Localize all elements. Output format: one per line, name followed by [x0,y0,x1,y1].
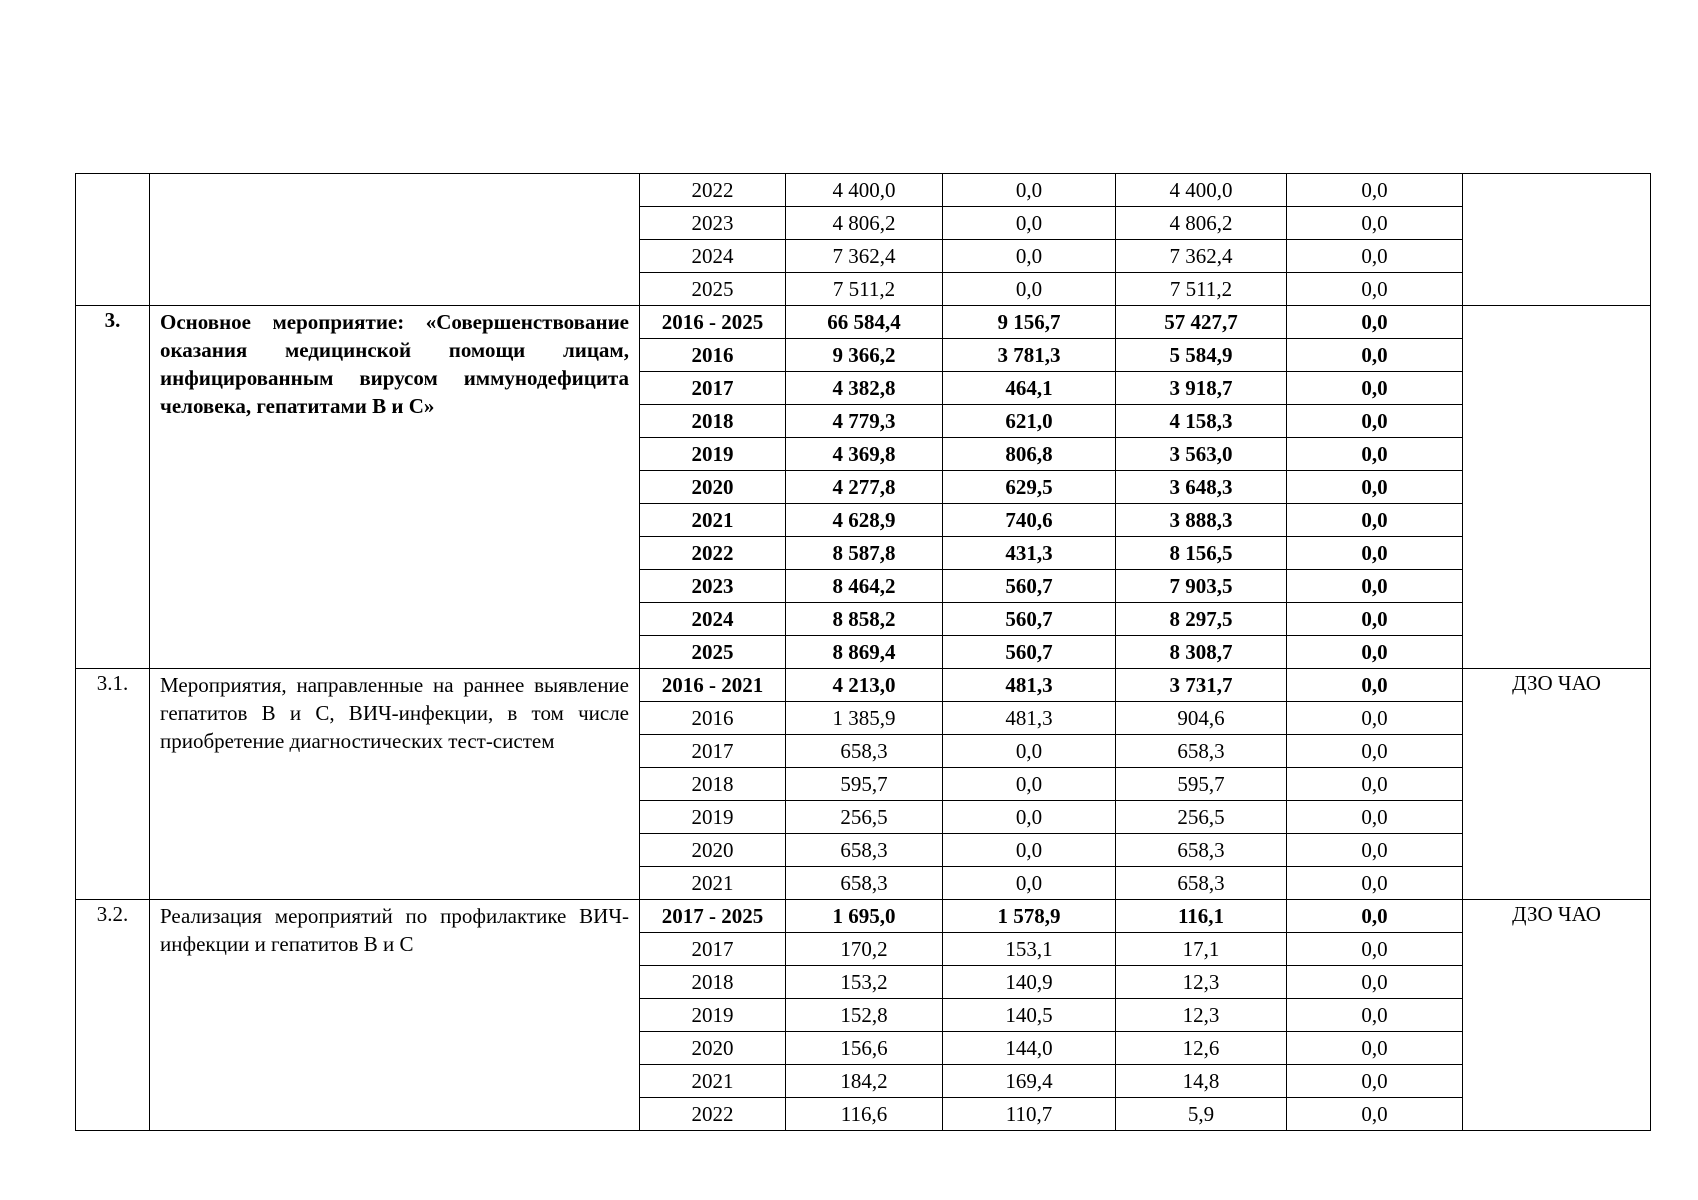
year-cell: 2025 [640,273,786,306]
regional-budget-cell: 5 584,9 [1116,339,1287,372]
federal-budget-cell: 481,3 [943,669,1116,702]
federal-budget-cell: 560,7 [943,603,1116,636]
federal-budget-cell: 110,7 [943,1098,1116,1131]
federal-budget-cell: 464,1 [943,372,1116,405]
federal-budget-cell: 0,0 [943,867,1116,900]
total-cell: 1 385,9 [786,702,943,735]
total-cell: 7 511,2 [786,273,943,306]
regional-budget-cell: 8 156,5 [1116,537,1287,570]
federal-budget-cell: 740,6 [943,504,1116,537]
total-cell: 4 382,8 [786,372,943,405]
row-number-cell: 3. [76,306,150,669]
federal-budget-cell: 3 781,3 [943,339,1116,372]
other-sources-cell: 0,0 [1287,834,1463,867]
other-sources-cell: 0,0 [1287,801,1463,834]
regional-budget-cell: 4 158,3 [1116,405,1287,438]
year-cell: 2021 [640,1065,786,1098]
year-cell: 2023 [640,570,786,603]
other-sources-cell: 0,0 [1287,306,1463,339]
year-cell: 2022 [640,174,786,207]
year-cell: 2016 [640,339,786,372]
regional-budget-cell: 3 731,7 [1116,669,1287,702]
total-cell: 8 464,2 [786,570,943,603]
year-cell: 2020 [640,1032,786,1065]
other-sources-cell: 0,0 [1287,570,1463,603]
other-sources-cell: 0,0 [1287,438,1463,471]
federal-budget-cell: 481,3 [943,702,1116,735]
regional-budget-cell: 7 511,2 [1116,273,1287,306]
other-sources-cell: 0,0 [1287,207,1463,240]
regional-budget-cell: 8 308,7 [1116,636,1287,669]
year-cell: 2016 - 2021 [640,669,786,702]
federal-budget-cell: 629,5 [943,471,1116,504]
total-cell: 4 400,0 [786,174,943,207]
regional-budget-cell: 658,3 [1116,834,1287,867]
regional-budget-cell: 658,3 [1116,867,1287,900]
regional-budget-cell: 17,1 [1116,933,1287,966]
federal-budget-cell: 560,7 [943,570,1116,603]
total-cell: 170,2 [786,933,943,966]
year-cell: 2020 [640,471,786,504]
federal-budget-cell: 806,8 [943,438,1116,471]
table-row [76,306,1651,339]
regional-budget-cell: 256,5 [1116,801,1287,834]
regional-budget-cell: 3 918,7 [1116,372,1287,405]
year-cell: 2023 [640,207,786,240]
other-sources-cell: 0,0 [1287,669,1463,702]
total-cell: 658,3 [786,867,943,900]
federal-budget-cell: 0,0 [943,801,1116,834]
other-sources-cell: 0,0 [1287,537,1463,570]
year-cell: 2020 [640,834,786,867]
federal-budget-cell: 0,0 [943,174,1116,207]
other-sources-cell: 0,0 [1287,603,1463,636]
total-cell: 1 695,0 [786,900,943,933]
other-sources-cell: 0,0 [1287,240,1463,273]
other-sources-cell: 0,0 [1287,636,1463,669]
other-sources-cell: 0,0 [1287,471,1463,504]
total-cell: 4 779,3 [786,405,943,438]
federal-budget-cell: 140,5 [943,999,1116,1032]
other-sources-cell: 0,0 [1287,174,1463,207]
other-sources-cell: 0,0 [1287,900,1463,933]
federal-budget-cell: 153,1 [943,933,1116,966]
regional-budget-cell: 14,8 [1116,1065,1287,1098]
federal-budget-cell: 621,0 [943,405,1116,438]
federal-budget-cell: 0,0 [943,207,1116,240]
budget-table [75,173,1651,1131]
other-sources-cell: 0,0 [1287,933,1463,966]
other-sources-cell: 0,0 [1287,735,1463,768]
other-sources-cell: 0,0 [1287,966,1463,999]
regional-budget-cell: 4 806,2 [1116,207,1287,240]
total-cell: 152,8 [786,999,943,1032]
federal-budget-cell: 0,0 [943,240,1116,273]
other-sources-cell: 0,0 [1287,339,1463,372]
federal-budget-cell: 0,0 [943,834,1116,867]
regional-budget-cell: 4 400,0 [1116,174,1287,207]
row-number-cell: 3.1. [76,669,150,900]
year-cell: 2022 [640,1098,786,1131]
total-cell: 4 628,9 [786,504,943,537]
row-number-cell [76,174,150,306]
activity-name-cell: Основное мероприятие: «Совершенствование оказания медицинской помощи лицам, инфицированным вирусом иммунодефицита человека, гепатитами В и С» [150,306,640,669]
year-cell: 2018 [640,405,786,438]
total-cell: 66 584,4 [786,306,943,339]
total-cell: 256,5 [786,801,943,834]
year-cell: 2021 [640,867,786,900]
total-cell: 116,6 [786,1098,943,1131]
other-sources-cell: 0,0 [1287,1065,1463,1098]
total-cell: 184,2 [786,1065,943,1098]
total-cell: 658,3 [786,834,943,867]
regional-budget-cell: 8 297,5 [1116,603,1287,636]
regional-budget-cell: 12,3 [1116,966,1287,999]
year-cell: 2017 [640,735,786,768]
federal-budget-cell: 9 156,7 [943,306,1116,339]
responsible-cell [1463,174,1651,306]
regional-budget-cell: 3 648,3 [1116,471,1287,504]
federal-budget-cell: 140,9 [943,966,1116,999]
responsible-cell: ДЗО ЧАО [1463,669,1651,900]
other-sources-cell: 0,0 [1287,768,1463,801]
regional-budget-cell: 595,7 [1116,768,1287,801]
federal-budget-cell: 0,0 [943,273,1116,306]
table-row [76,900,1651,933]
total-cell: 8 858,2 [786,603,943,636]
federal-budget-cell: 560,7 [943,636,1116,669]
year-cell: 2021 [640,504,786,537]
other-sources-cell: 0,0 [1287,504,1463,537]
year-cell: 2019 [640,801,786,834]
activity-name-cell: Мероприятия, направленные на раннее выявление гепатитов В и С, ВИЧ-инфекции, в том числе приобретение диагностических тест-систем [150,669,640,900]
regional-budget-cell: 3 563,0 [1116,438,1287,471]
activity-name-cell [150,174,640,306]
other-sources-cell: 0,0 [1287,702,1463,735]
year-cell: 2016 [640,702,786,735]
federal-budget-cell: 431,3 [943,537,1116,570]
federal-budget-cell: 0,0 [943,768,1116,801]
responsible-cell [1463,306,1651,669]
federal-budget-cell: 144,0 [943,1032,1116,1065]
other-sources-cell: 0,0 [1287,867,1463,900]
activity-name-cell: Реализация мероприятий по профилактике ВИЧ-инфекции и гепатитов В и С [150,900,640,1131]
regional-budget-cell: 7 903,5 [1116,570,1287,603]
regional-budget-cell: 658,3 [1116,735,1287,768]
year-cell: 2016 - 2025 [640,306,786,339]
other-sources-cell: 0,0 [1287,1032,1463,1065]
budget-table-body [76,174,1651,1131]
federal-budget-cell: 0,0 [943,735,1116,768]
total-cell: 7 362,4 [786,240,943,273]
total-cell: 595,7 [786,768,943,801]
year-cell: 2019 [640,438,786,471]
total-cell: 8 587,8 [786,537,943,570]
regional-budget-cell: 3 888,3 [1116,504,1287,537]
regional-budget-cell: 12,3 [1116,999,1287,1032]
total-cell: 4 806,2 [786,207,943,240]
total-cell: 4 213,0 [786,669,943,702]
year-cell: 2017 [640,372,786,405]
regional-budget-cell: 116,1 [1116,900,1287,933]
total-cell: 9 366,2 [786,339,943,372]
year-cell: 2019 [640,999,786,1032]
federal-budget-cell: 1 578,9 [943,900,1116,933]
federal-budget-cell: 169,4 [943,1065,1116,1098]
responsible-cell: ДЗО ЧАО [1463,900,1651,1131]
row-number-cell: 3.2. [76,900,150,1131]
year-cell: 2022 [640,537,786,570]
year-cell: 2025 [640,636,786,669]
year-cell: 2018 [640,966,786,999]
total-cell: 156,6 [786,1032,943,1065]
total-cell: 8 869,4 [786,636,943,669]
total-cell: 4 369,8 [786,438,943,471]
other-sources-cell: 0,0 [1287,405,1463,438]
other-sources-cell: 0,0 [1287,999,1463,1032]
table-row [76,669,1651,702]
other-sources-cell: 0,0 [1287,273,1463,306]
total-cell: 153,2 [786,966,943,999]
table-row [76,174,1651,207]
regional-budget-cell: 904,6 [1116,702,1287,735]
total-cell: 4 277,8 [786,471,943,504]
other-sources-cell: 0,0 [1287,1098,1463,1131]
regional-budget-cell: 12,6 [1116,1032,1287,1065]
year-cell: 2024 [640,240,786,273]
regional-budget-cell: 7 362,4 [1116,240,1287,273]
total-cell: 658,3 [786,735,943,768]
year-cell: 2024 [640,603,786,636]
year-cell: 2017 - 2025 [640,900,786,933]
year-cell: 2017 [640,933,786,966]
regional-budget-cell: 5,9 [1116,1098,1287,1131]
year-cell: 2018 [640,768,786,801]
regional-budget-cell: 57 427,7 [1116,306,1287,339]
other-sources-cell: 0,0 [1287,372,1463,405]
